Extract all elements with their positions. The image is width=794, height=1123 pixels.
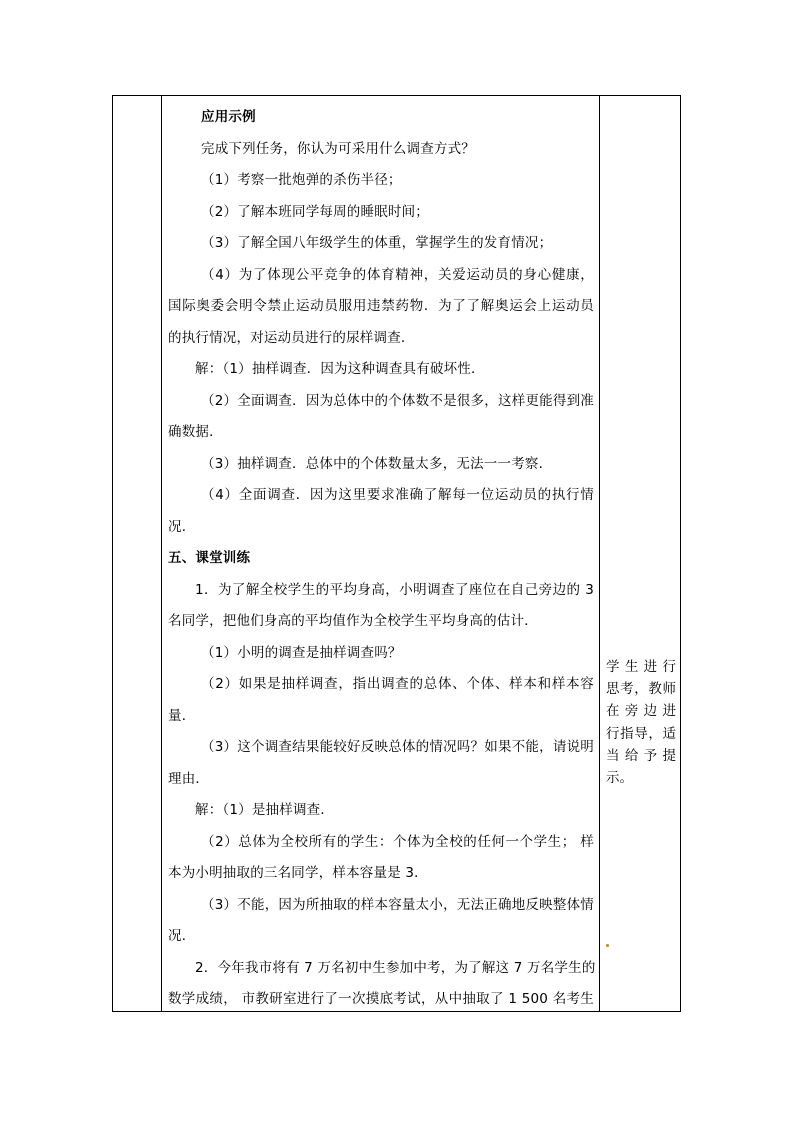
text-line: 国际奥委会明令禁止运动员服用违禁药物．为了了解奥运会上运动员 <box>168 298 594 314</box>
text-line: 况． <box>168 928 196 944</box>
lesson-content <box>168 102 596 1016</box>
text-line: （3）了解全国八年级学生的体重，掌握学生的发育情况； <box>201 235 553 251</box>
section-heading: 五、课堂训练 <box>168 550 251 566</box>
teacher-notes <box>606 656 676 789</box>
text-line: （2）全面调查．因为总体中的个体数不是很多，这样更能得到准 <box>201 392 594 409</box>
text-line: 的执行情况，对运动员进行的尿样调查． <box>168 329 415 346</box>
text-line: 1．为了解全校学生的平均身高，小明调查了座位在自己旁边的 3 <box>195 581 594 598</box>
text-line: （1）考察一批炮弹的杀伤半径； <box>201 172 402 188</box>
text-line: 理由． <box>168 770 210 787</box>
side-note-line: 学生进行 <box>606 659 676 675</box>
table-top-border <box>112 95 681 96</box>
table-left-border <box>112 95 113 1012</box>
text-line: 2．今年我市将有 7 万名初中生参加中考，为了解这 7 万名学生的 <box>195 959 596 976</box>
text-line: 况． <box>168 518 196 535</box>
text-line: （3）不能，因为所抽取的样本容量太小，无法正确地反映整体情 <box>201 896 594 913</box>
text-line: 完成下列任务，你认为可采用什么调查方式？ <box>201 140 475 157</box>
text-line: 解：（1）抽样调查．因为这种调查具有破坏性． <box>195 361 485 377</box>
text-line: 数学成绩， 市教研室进行了一次摸底考试，从中抽取了 1 500 名考生 <box>168 991 594 1007</box>
section-heading: 应用示例 <box>201 109 256 125</box>
text-line: 解：（1）是抽样调查． <box>195 802 335 818</box>
side-note-line: 行指导，适 <box>606 725 676 742</box>
text-line: （3）这个调查结果能较好反映总体的情况吗？如果不能，请说明 <box>201 739 594 755</box>
text-line: （2）总体为全校所有的学生：个体为全校的任何一个学生； 样 <box>201 833 594 850</box>
column-divider-left <box>161 95 162 1012</box>
column-divider-right <box>599 95 600 1012</box>
text-line: 本为小明抽取的三名同学，样本容量是 3． <box>168 865 428 881</box>
text-line: （4）全面调查．因为这里要求准确了解每一位运动员的执行情 <box>201 487 594 503</box>
text-line: （1）小明的调查是抽样调查吗？ <box>201 644 402 661</box>
text-line: 名同学，把他们身高的平均值作为全校学生平均身高的估计． <box>168 613 538 629</box>
text-line: 量． <box>168 707 196 724</box>
side-note-line: 在旁边进 <box>606 703 676 720</box>
side-note-line: 示。 <box>606 770 633 787</box>
table-right-border <box>680 95 681 1012</box>
text-line: 确数据． <box>168 424 223 440</box>
side-note-line: 当给予提 <box>606 747 676 764</box>
side-note-line: 思考，教师 <box>606 681 676 698</box>
stray-mark <box>606 944 609 947</box>
text-line: （2）如果是抽样调查，指出调查的总体、个体、样本和样本容 <box>201 676 594 692</box>
text-line: （4）为了体现公平竞争的体育精神，关爱运动员的身心健康， <box>201 266 594 283</box>
text-line: （3）抽样调查．总体中的个体数量太多，无法一一考察． <box>201 455 553 472</box>
text-line: （2）了解本班同学每周的睡眠时间； <box>201 203 429 220</box>
